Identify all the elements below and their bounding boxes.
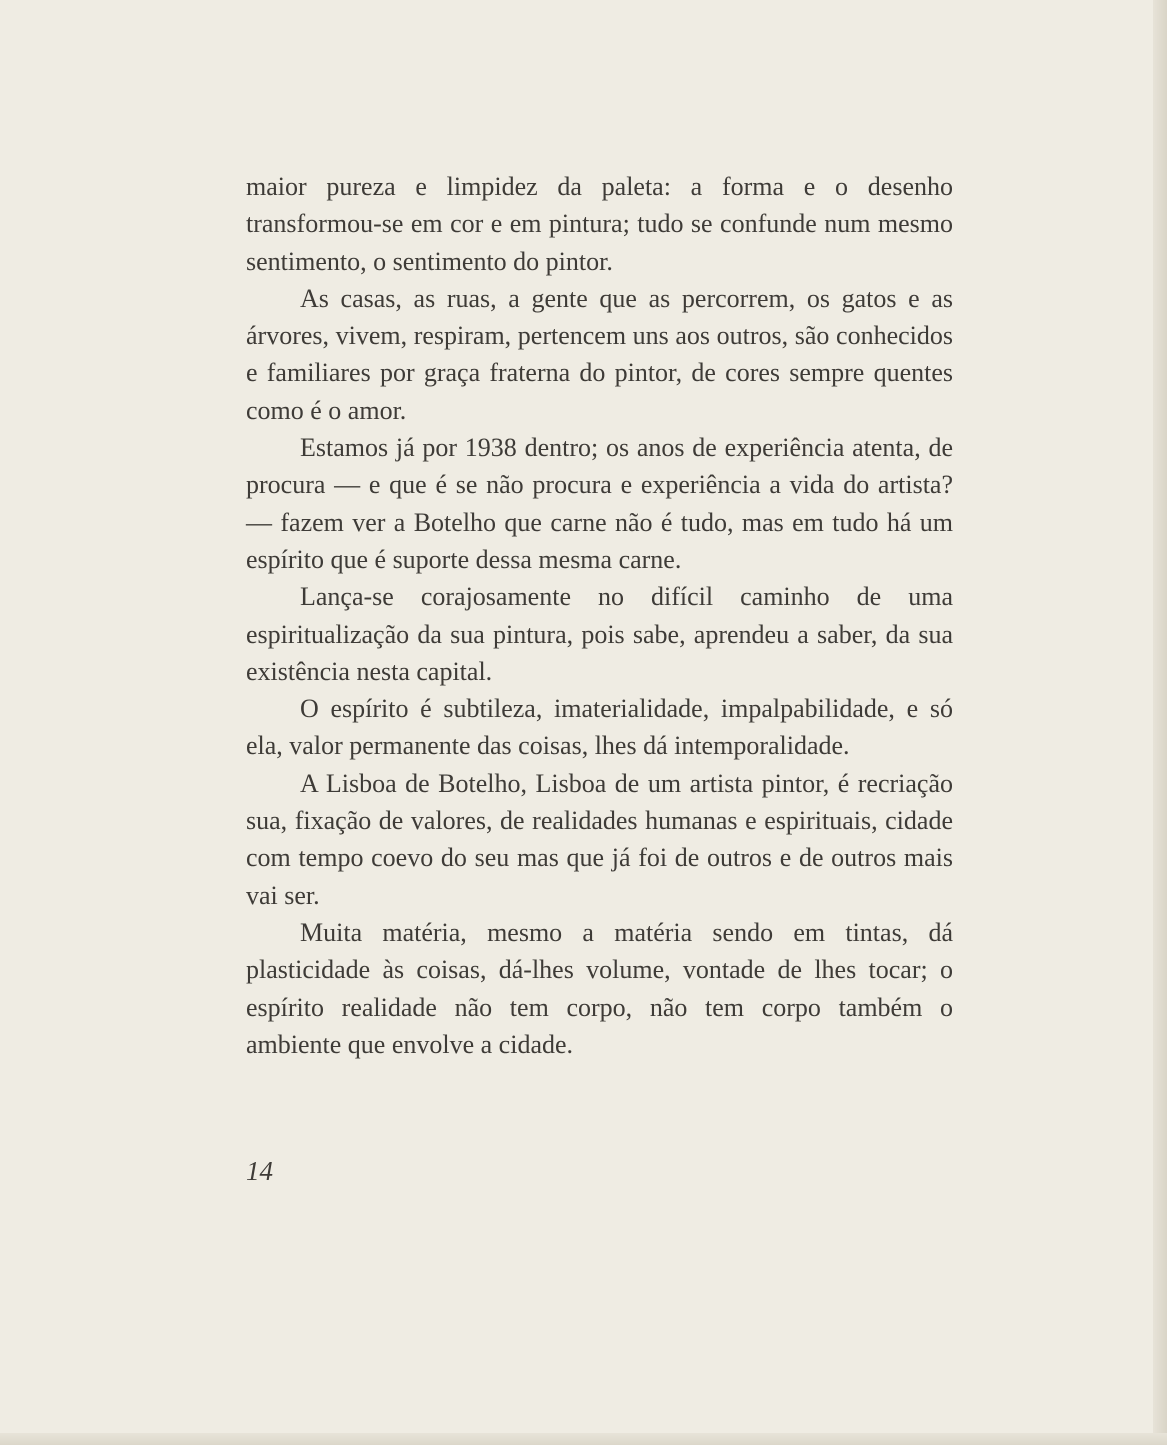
paragraph-7: Muita matéria, mesmo a matéria sendo em tintas, dá plasticidade às coisas, dá-lhes volume, vontade de lhes tocar; o espírito realidade não tem corpo, não tem corpo também o ambiente que envolve a cidade. — [246, 917, 953, 1059]
page-edge-right — [1153, 0, 1167, 1445]
paragraph-1: maior pureza e limpidez da paleta: a forma e o desenho transformou-se em cor e em pintura; tudo se confunde num mesmo sentimento, o sentimento do pintor. — [246, 172, 953, 276]
paragraph-5: O espírito é subtileza, imaterialidade, impalpabilidade, e só ela, valor permanente das coisas, lhes dá intemporalidade. — [246, 694, 953, 761]
paragraph-6: A Lisboa de Botelho, Lisboa de um artista pintor, é recriação sua, fixação de valores, de realidades humanas e espirituais, cidade com tempo coevo do seu mas que já foi de outros e de outros mais vai ser. — [246, 768, 953, 910]
paragraph-2: As casas, as ruas, a gente que as percorrem, os gatos e as árvores, vivem, respiram, pertencem uns aos outros, são conhecidos e familiares por graça fraterna do pintor, de cores sempre quentes como é o amor. — [246, 283, 953, 425]
body-text — [246, 168, 953, 1063]
page-number: 14 — [246, 1156, 273, 1186]
page-edge-bottom — [0, 1433, 1167, 1445]
paragraph-3: Estamos já por 1938 dentro; os anos de experiência atenta, de procura — e que é se não procura e experiência a vida do artista? — fazem ver a Botelho que carne não é tudo, mas em tudo há um espírito que é suporte dessa mesma carne. — [246, 433, 953, 574]
paragraph-4: Lança-se corajosamente no difícil caminho de uma espiritualização da sua pintura, pois sabe, aprendeu a saber, da sua existência nesta capital. — [246, 582, 953, 686]
